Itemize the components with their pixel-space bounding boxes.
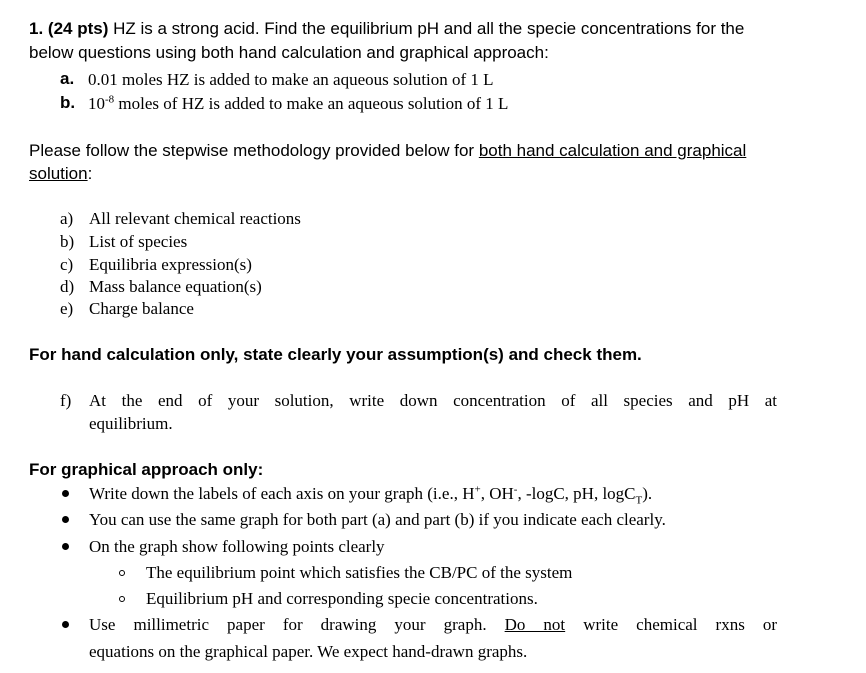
question-intro-1: HZ is a strong acid. Find the equilibrium pH and all the specie concentrations for the <box>108 19 745 38</box>
bullet-3-dot <box>62 543 69 550</box>
part-b-marker: b. <box>60 93 76 112</box>
graphical-subbullet-2: Equilibrium pH and corresponding specie concentrations. <box>146 589 538 608</box>
step-f-marker: f) <box>60 391 72 410</box>
part-b-text: $10^{-8}$ moles of HZ is added to make an aqueous solution of 1 L <box>88 93 509 113</box>
step-a-text: All relevant chemical reactions <box>89 209 301 228</box>
bullet-4-dot <box>62 621 69 628</box>
step-e-marker: e) <box>60 299 74 318</box>
question-points: (24 pts) <box>47 19 109 38</box>
step-c-text: Equilibria expression(s) <box>89 255 252 274</box>
methodology-intro-2: solution: <box>29 164 93 183</box>
part-a-text: 0.01 moles HZ is added to make an aqueous solution of 1 L <box>88 70 494 89</box>
step-f-line-2: equilibrium. <box>89 414 173 433</box>
question-number: 1. <box>29 19 44 38</box>
graphical-bullet-3: On the graph show following points clearly <box>89 537 385 556</box>
step-e-text: Charge balance <box>89 299 194 318</box>
step-b-marker: b) <box>60 232 75 251</box>
subbullet-2-circle <box>119 596 125 602</box>
part-a-marker: a. <box>60 69 75 88</box>
graphical-subbullet-1: The equilibrium point which satisfies the CB/PC of the system <box>146 563 573 582</box>
graphical-bullet-1: Write down the labels of each axis on your graph (i.e., H+, OH-, -logC, pH, logC$_T$). <box>89 483 653 507</box>
graphical-heading: For graphical approach only: <box>29 460 264 479</box>
graphical-bullet-2: You can use the same graph for both part (a) and part (b) if you indicate each clearly. <box>89 510 666 529</box>
step-c-marker: c) <box>60 255 74 274</box>
hand-calc-heading: For hand calculation only, state clearly your assumption(s) and check them. <box>29 345 642 364</box>
graphical-bullet-4-line-2: equations on the graphical paper. We expect hand-drawn graphs. <box>89 642 528 661</box>
step-a-marker: a) <box>60 209 74 228</box>
question-intro-2: below questions using both hand calculation and graphical approach: <box>29 43 549 62</box>
bullet-1-dot <box>62 490 69 497</box>
step-f-line-1: At the end of your solution, write down concentration of all species and pH at <box>89 391 777 410</box>
step-d-marker: d) <box>60 277 75 296</box>
bullet-2-dot <box>62 516 69 523</box>
question-line-1 <box>29 18 744 40</box>
graphical-bullet-4-line-1: Use millimetric paper for drawing your graph. Do not write chemical rxns or <box>89 615 778 634</box>
subbullet-1-circle <box>119 570 125 576</box>
step-d-text: Mass balance equation(s) <box>89 277 262 296</box>
methodology-intro-1: Please follow the stepwise methodology provided below for both hand calculation and graphical <box>29 141 747 160</box>
step-b-text: List of species <box>89 232 188 251</box>
